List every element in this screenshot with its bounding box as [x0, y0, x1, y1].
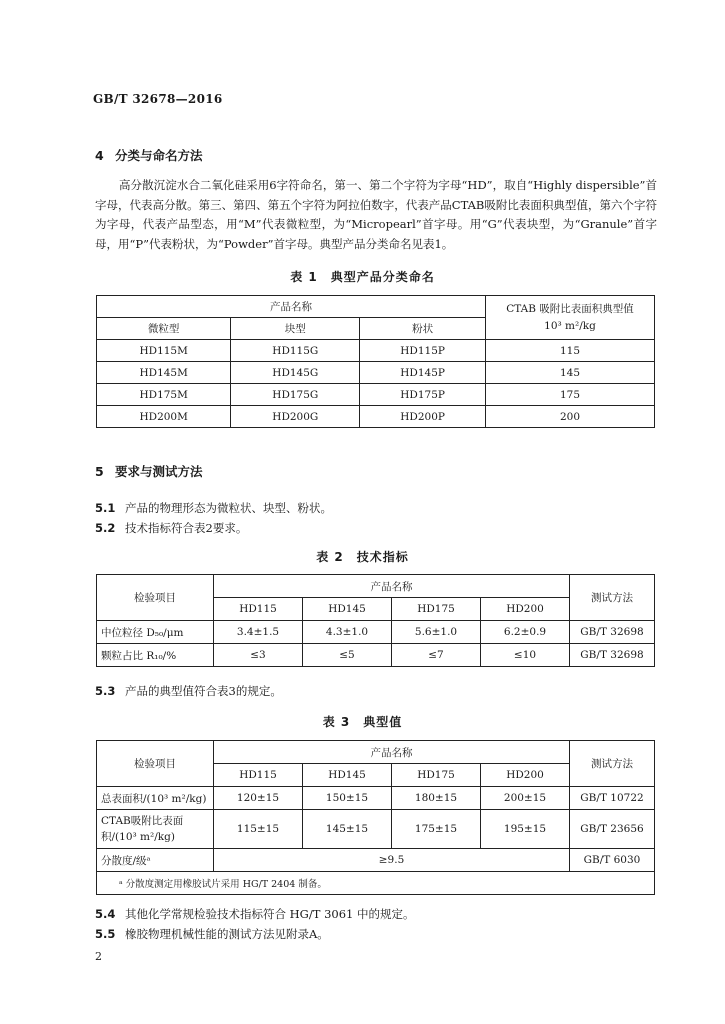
table-cell: 5.6±1.0: [392, 621, 481, 644]
column-header: HD145: [303, 764, 392, 787]
clause-number: 5.3: [95, 684, 116, 698]
clause-5-4: [95, 906, 415, 922]
column-header: HD200: [481, 598, 570, 621]
clause-5-1: [95, 500, 332, 516]
table-cell: CTAB吸附比表面积/(10³ m²/kg): [97, 810, 214, 849]
table-3: [96, 740, 655, 895]
table-cell: HD175G: [231, 384, 360, 406]
table-cell: 4.3±1.0: [303, 621, 392, 644]
table-cell: 200: [486, 406, 655, 428]
table-cell: 6.2±0.9: [481, 621, 570, 644]
column-header: HD115: [214, 764, 303, 787]
table-cell: 115±15: [214, 810, 303, 849]
table-cell: 3.4±1.5: [214, 621, 303, 644]
table-3-caption: 表 3 典型值: [322, 715, 403, 729]
table-cell: 120±15: [214, 787, 303, 810]
table-row: [97, 340, 655, 362]
table-cell: ≥9.5: [214, 849, 570, 872]
table-cell: 115: [486, 340, 655, 362]
clause-number: 5.4: [95, 907, 116, 921]
table-cell: 150±15: [303, 787, 392, 810]
table-row: [97, 849, 655, 872]
table-cell: HD175M: [97, 384, 231, 406]
table-row: [97, 384, 655, 406]
table-row: [97, 406, 655, 428]
clause-number: 5.2: [95, 521, 116, 535]
table-cell: HD115P: [360, 340, 486, 362]
column-header: HD145: [303, 598, 392, 621]
clause-text: 技术指标符合表2要求。: [125, 521, 248, 535]
column-header: HD200: [481, 764, 570, 787]
header-line: CTAB 吸附比表面积典型值: [506, 302, 634, 315]
table-cell: GB/T 10722: [570, 787, 655, 810]
table-header: 产品名称: [97, 296, 486, 318]
clause-number: 5.5: [95, 927, 116, 941]
column-header: 微粒型: [97, 318, 231, 340]
column-header: 粉状: [360, 318, 486, 340]
table-footnote-row: [97, 872, 655, 895]
section-title: 要求与测试方法: [115, 464, 203, 479]
column-header: 块型: [231, 318, 360, 340]
column-header: HD115: [214, 598, 303, 621]
table-cell: HD175P: [360, 384, 486, 406]
table-cell: HD115M: [97, 340, 231, 362]
clause-text: 产品的物理形态为微粒状、块型、粉状。: [125, 501, 332, 515]
clause-text: 产品的典型值符合表3的规定。: [125, 684, 282, 698]
section-number: 4: [95, 148, 104, 163]
document-id: GB/T 32678—2016: [93, 92, 223, 106]
table-cell: 分散度/级ᵃ: [97, 849, 214, 872]
table-cell: 200±15: [481, 787, 570, 810]
table-cell: HD200M: [97, 406, 231, 428]
clause-text: 橡胶物理机械性能的测试方法见附录A。: [125, 927, 329, 941]
table-cell: ≤10: [481, 644, 570, 667]
table-cell: GB/T 23656: [570, 810, 655, 849]
clause-5-3: [95, 683, 282, 699]
table-cell: HD145P: [360, 362, 486, 384]
table-header: 检验项目: [97, 575, 214, 621]
table-cell: HD145G: [231, 362, 360, 384]
table-cell: ≤7: [392, 644, 481, 667]
table-cell: ≤5: [303, 644, 392, 667]
table-header: 产品名称: [214, 741, 570, 764]
table-cell: HD115G: [231, 340, 360, 362]
table-header: [486, 296, 655, 340]
section-4-paragraph: 高分散沉淀水合二氧化硅采用6字符命名，第一、第二个字符为字母“HD”，取自“Highly dispersible”首字母，代表高分散。第三、第四、第五个字符为阿拉伯数字，代表产品CTAB吸附比表面积典型值，第六个字符为字母，代表产品型态，用“M”代表微粒型，为“Micropearl”首字母。用“G”代表块型，为“Granule”首字母，用“P”代表粉状，为“Powder”首字母。典型产品分类命名见表1。: [95, 178, 657, 251]
section-5-heading: [95, 462, 203, 480]
page-number: 2: [95, 950, 102, 963]
table-header: 测试方法: [570, 575, 655, 621]
table-row: [97, 621, 655, 644]
table-cell: 180±15: [392, 787, 481, 810]
table-cell: ≤3: [214, 644, 303, 667]
section-title: 分类与命名方法: [115, 148, 203, 163]
table-footnote: ᵃ 分散度测定用橡胶试片采用 HG/T 2404 制备。: [97, 872, 655, 895]
table-cell: HD200G: [231, 406, 360, 428]
table-cell: HD145M: [97, 362, 231, 384]
table-1-caption: 表 1 典型产品分类命名: [290, 270, 435, 284]
clause-text: 其他化学常规检验技术指标符合 HG/T 3061 中的规定。: [125, 907, 415, 921]
table-2-caption: 表 2 技术指标: [316, 550, 409, 564]
clause-number: 5.1: [95, 501, 116, 515]
table-1: [96, 295, 655, 428]
table-cell: 175±15: [392, 810, 481, 849]
table-cell: 总表面积/(10³ m²/kg): [97, 787, 214, 810]
header-line: 10³ m²/kg: [544, 319, 596, 332]
clause-5-5: [95, 926, 329, 942]
table-row: [97, 787, 655, 810]
table-row: [97, 362, 655, 384]
table-cell: HD200P: [360, 406, 486, 428]
table-row: [97, 644, 655, 667]
table-cell: 145: [486, 362, 655, 384]
section-4-heading: [95, 146, 203, 164]
table-cell: 颗粒占比 R₁₀/%: [97, 644, 214, 667]
table-cell: GB/T 32698: [570, 621, 655, 644]
table-2: [96, 574, 655, 667]
table-cell: 175: [486, 384, 655, 406]
column-header: HD175: [392, 598, 481, 621]
table-cell: 中位粒径 D₅₀/μm: [97, 621, 214, 644]
column-header: HD175: [392, 764, 481, 787]
table-header: 测试方法: [570, 741, 655, 787]
table-header: 产品名称: [214, 575, 570, 598]
table-cell: GB/T 6030: [570, 849, 655, 872]
section-number: 5: [95, 464, 104, 479]
table-cell: GB/T 32698: [570, 644, 655, 667]
table-header: 检验项目: [97, 741, 214, 787]
table-cell: 145±15: [303, 810, 392, 849]
table-cell: 195±15: [481, 810, 570, 849]
table-row: [97, 810, 655, 849]
clause-5-2: [95, 520, 247, 536]
